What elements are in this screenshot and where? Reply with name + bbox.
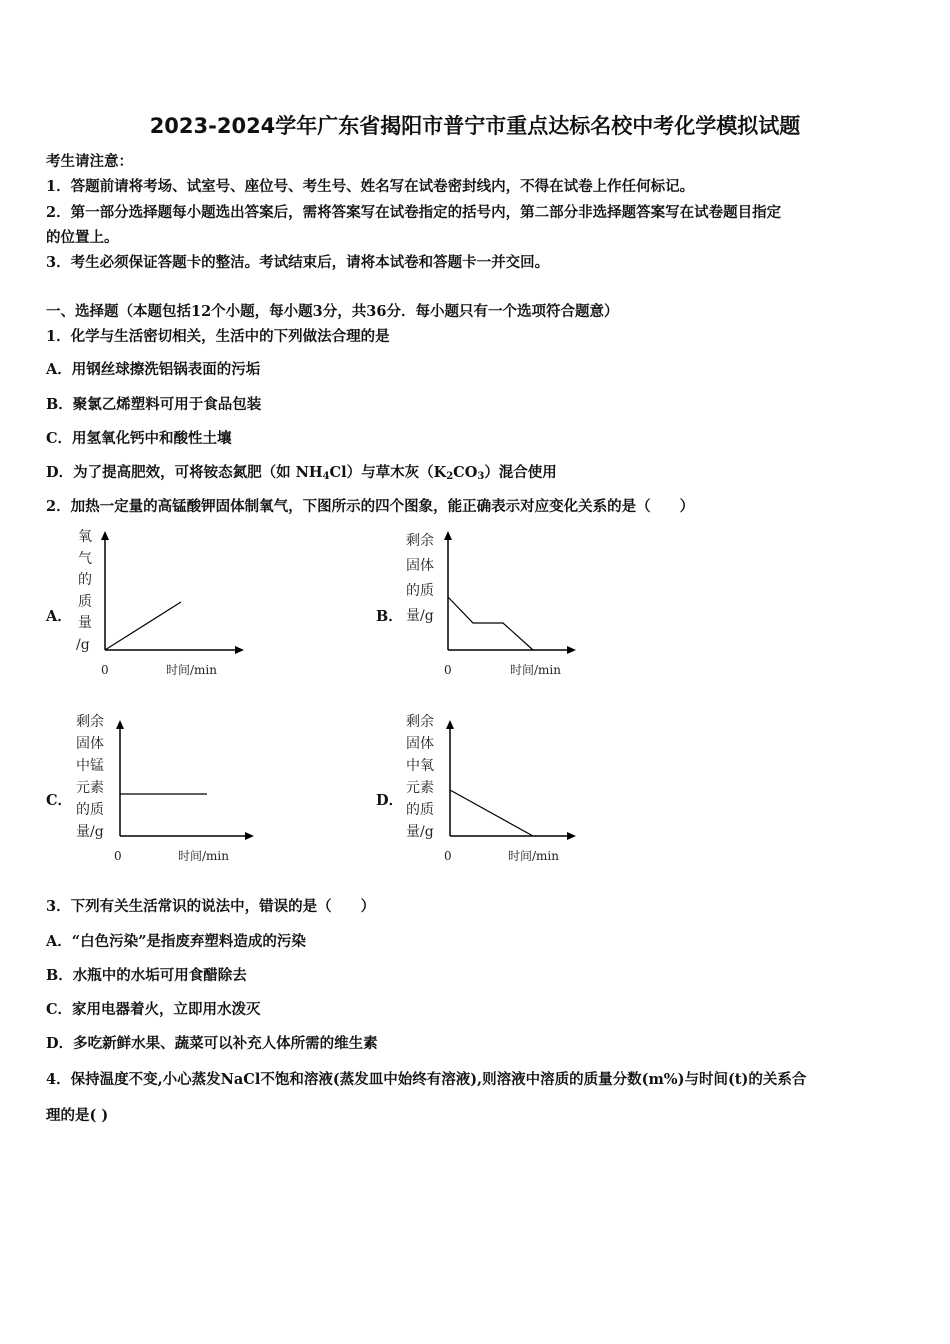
chart-a-x-arrow (235, 646, 244, 654)
chart-b-y-arrow (444, 531, 452, 540)
chart-a-ylabel: 质 (78, 594, 92, 610)
chart-c-origin: 0 (114, 849, 122, 863)
chart-b-x-arrow (567, 646, 576, 654)
chart-a-ylabel: /g (76, 637, 90, 653)
q1-option-d: D．为了提高肥效，可将铵态氮肥（如 $NH_4Cl$）与草木灰$(K_2CO_3)$混合使用 (46, 464, 557, 482)
chart-b-label: B． (376, 608, 403, 625)
chart-c-x-arrow (245, 832, 254, 840)
q1-stem: 1．化学与生活密切相关，生活中的下列做法合理的是 (46, 328, 390, 345)
chart-d-xlabel: 时间/min (508, 849, 559, 863)
chart-b (400, 525, 590, 685)
chart-c-ylabel: 中锰 (76, 758, 104, 774)
chart-c-y-arrow (116, 720, 124, 729)
chart-d-label: D． (376, 792, 404, 809)
notice-item: 1．答题前请将考场、试室号、座位号、考生号、姓名写在试卷密封线内，不得在试卷上作任何标记。 (46, 178, 695, 195)
chart-c-ylabel: 量/g (76, 824, 104, 840)
chart-a-label: A． (46, 608, 72, 625)
chart-a-ylabel: 的 (78, 572, 92, 588)
chart-c-ylabel: 的质 (76, 802, 104, 818)
chart-d-ylabel: 中氧 (406, 758, 434, 774)
q3-option-d: D．多吃新鲜水果、蔬菜可以补充人体所需的维生素 (46, 1035, 378, 1052)
q2-stem: 2．加热一定量的高锰酸钾固体制氧气，下图所示的四个图象，能正确表示对应变化关系的是（ ） (46, 498, 695, 515)
chart-a-origin: 0 (101, 663, 109, 677)
q4-stem: 4．保持温度不变,小心蒸发NaCl不饱和溶液(蒸发皿中始终有溶液),则溶液中溶质的质量分数(m%)与时间(t)的关系合 (46, 1071, 807, 1088)
q1-option-b: B．聚氯乙烯塑料可用于食品包装 (46, 396, 262, 413)
chart-c-ylabel: 元素 (76, 780, 104, 796)
chart-d-ylabel: 剩余 (406, 714, 434, 730)
chart-b-ylabel: 的质 (406, 583, 434, 599)
chart-b-ylabel: 剩余 (406, 533, 434, 549)
chart-a-xlabel: 时间/min (166, 663, 217, 677)
chart-a-ylabel: 氧 (78, 529, 92, 545)
chart-d-origin: 0 (444, 849, 452, 863)
chart-a (70, 525, 250, 685)
notice-item: 2．第一部分选择题每小题选出答案后，需将答案写在试卷指定的括号内，第二部分非选择题答案写在试卷题目指定 (46, 204, 782, 221)
chart-a-series-line (105, 602, 181, 650)
chart-d-ylabel: 固体 (406, 736, 434, 752)
chart-c (70, 708, 260, 870)
chart-d-series-line (450, 790, 533, 836)
chart-a-ylabel: 量 (78, 615, 92, 631)
chart-d-ylabel: 的质 (406, 802, 434, 818)
chart-d-ylabel: 量/g (406, 824, 434, 840)
chart-b-ylabel: 固体 (406, 558, 434, 574)
chart-a-ylabel: 气 (78, 551, 92, 567)
chart-b-xlabel: 时间/min (510, 663, 561, 677)
chart-d-y-arrow (446, 720, 454, 729)
notice-item: 的位置上。 (46, 229, 119, 246)
page-title: 2023-2024学年广东省揭阳市普宁市重点达标名校中考化学模拟试题 (149, 114, 801, 138)
chart-c-xlabel: 时间/min (178, 849, 229, 863)
chart-a-y-arrow (101, 531, 109, 540)
chart-b-origin: 0 (444, 663, 452, 677)
chart-c-ylabel: 剩余 (76, 714, 104, 730)
chart-c-label: C． (46, 792, 73, 809)
q1-option-c: C．用氢氧化钙中和酸性土壤 (46, 430, 232, 447)
q4-stem-continued: 理的是( ) (46, 1107, 109, 1124)
q3-option-a: A．“白色污染”是指废弃塑料造成的污染 (46, 933, 306, 950)
q3-option-c: C．家用电器着火，立即用水泼灭 (46, 1001, 261, 1018)
chart-b-ylabel: 量/g (406, 608, 434, 624)
chart-d-x-arrow (567, 832, 576, 840)
chart-d (400, 708, 590, 870)
section-heading: 一、选择题（本题包括12个小题，每小题3分，共36分．每小题只有一个选项符合题意） (46, 303, 619, 320)
q3-option-b: B．水瓶中的水垢可用食醋除去 (46, 967, 247, 984)
chart-c-ylabel: 固体 (76, 736, 104, 752)
notice-heading: 考生请注意： (46, 153, 133, 170)
chart-b-series-line (448, 597, 533, 650)
chart-d-ylabel: 元素 (406, 780, 434, 796)
q3-stem: 3．下列有关生活常识的说法中，错误的是（ ） (46, 898, 376, 915)
q1-option-a: A．用钢丝球擦洗铝锅表面的污垢 (46, 361, 261, 378)
notice-item: 3．考生必须保证答题卡的整洁。考试结束后，请将本试卷和答题卡一并交回。 (46, 254, 550, 271)
